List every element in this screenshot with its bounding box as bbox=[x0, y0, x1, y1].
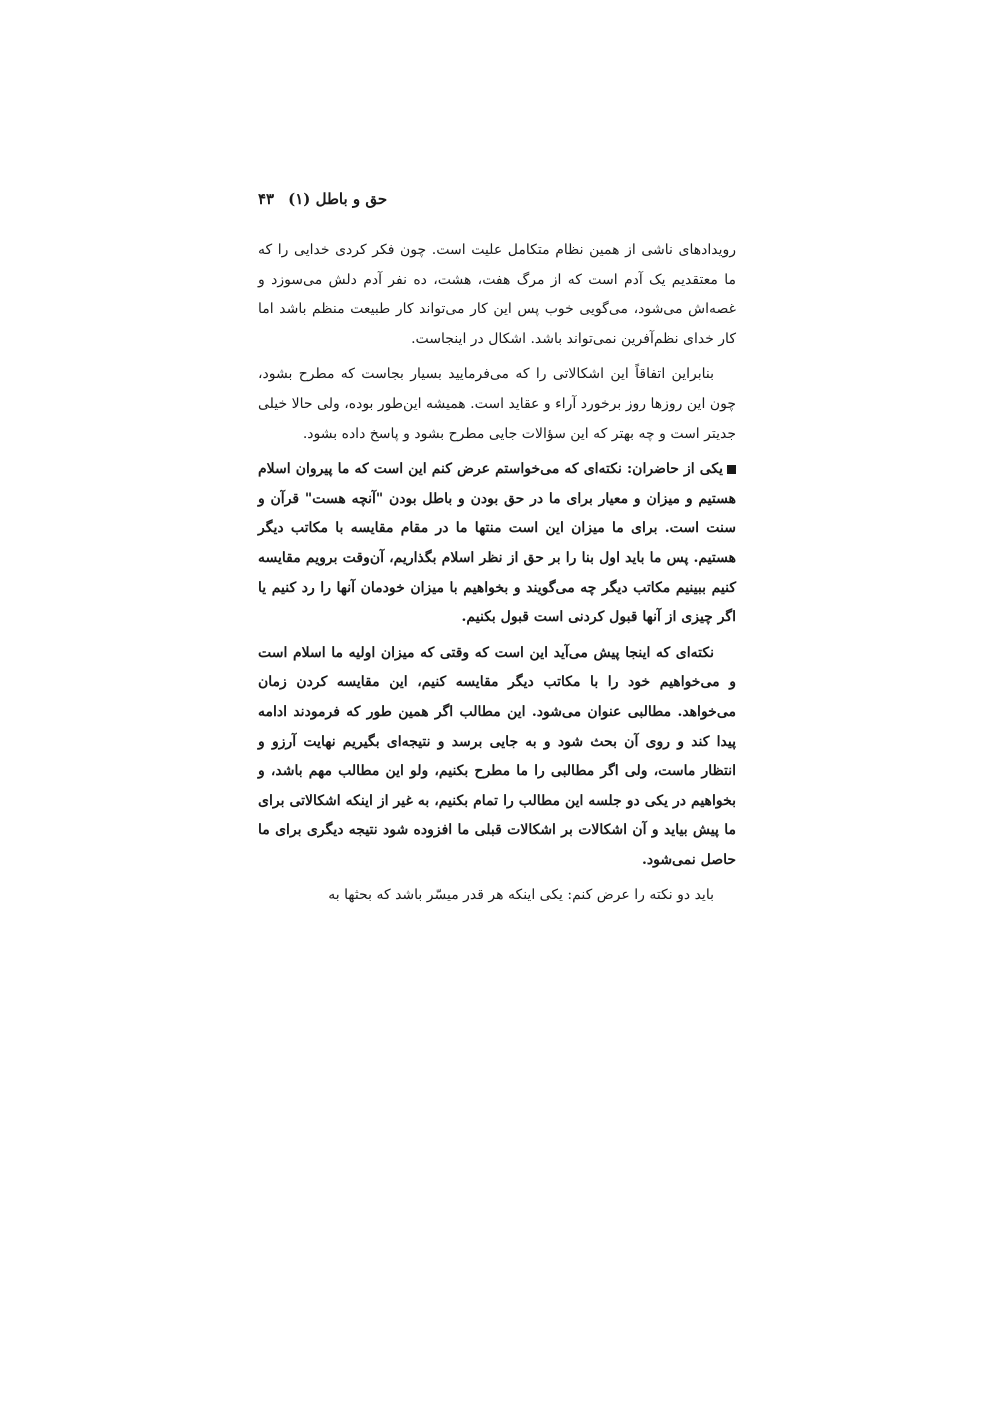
running-header bbox=[258, 190, 738, 208]
speaker-paragraph bbox=[258, 455, 736, 633]
chapter-title: حق و باطل (۱) bbox=[288, 190, 388, 208]
paragraph: رویدادهای ناشی از همین نظام متکامل علیت است. چون فکر کردی خدایی را که ما معتقدیم یک آدم است که از مرگ هفت، هشت، ده نفر آدم دلش می‌سوزد و غصه‌اش می‌شود، می‌گویی خوب پس این کار می‌تواند کار طبیعت منظم باشد اما کار خدای نظم‌آفرین نمی‌تواند باشد. اشکال در اینجاست. bbox=[258, 242, 736, 347]
paragraph: بنابراین اتفاقاً این اشکالاتی را که می‌فرمایید بسیار بجاست که مطرح بشود، چون این روزها روز برخورد آراء و عقاید است. همیشه این‌طور بوده، ولی حالا خیلی جدیتر است و چه بهتر که این سؤالات جایی مطرح بشود و پاسخ داده بشود. bbox=[258, 366, 736, 442]
page-number: ۴۳ bbox=[258, 190, 275, 208]
speaker-paragraph-text: یکی از حاضران: نکته‌ای که می‌خواستم عرض کنم این است که ما پیروان اسلام هستیم و میزان و معیار برای ما در حق بودن و باطل بودن "آنچه هست" قرآن و سنت است. برای ما میزان این است منتها ما در مقام مقایسه با مکاتب دیگر هستیم. پس ما باید اول بنا را بر حق از نظر اسلام بگذاریم، آن‌وقت برویم مقایسه کنیم ببینیم مکاتب دیگر چه می‌گویند و بخواهیم با میزان خودمان آنها را رد کنیم یا اگر چیزی از آنها قبول کردنی است قبول بکنیم. bbox=[258, 461, 737, 626]
paragraph: باید دو نکته را عرض کنم: یکی اینکه هر قدر میسّر باشد که بحثها به bbox=[328, 887, 714, 904]
speaker-paragraph-continued: نکته‌ای که اینجا پیش می‌آید این است که وقتی که میزان اولیه ما اسلام است و می‌خواهیم خود را با مکاتب دیگر مقایسه کنیم، این مقایسه کردن زمان می‌خواهد. مطالبی عنوان می‌شود. این مطالب اگر همین طور که فرمودند ادامه پیدا کند و روی آن بحث شود و به جایی برسد و نتیجه‌ای بگیریم نهایت آرزو و انتظار ماست، ولی اگر مطالبی را ما مطرح بکنیم، ولو این مطالب مهم باشد، و بخواهیم در یکی دو جلسه این مطالب را تمام بکنیم، به غیر از اینکه اشکالاتی برای ما پیش بیاید و آن اشکالات بر اشکالات قبلی ما افزوده شود نتیجه دیگری برای ما حاصل نمی‌شود. bbox=[258, 644, 736, 868]
body-text bbox=[258, 236, 736, 917]
bullet-square-icon bbox=[727, 465, 736, 474]
